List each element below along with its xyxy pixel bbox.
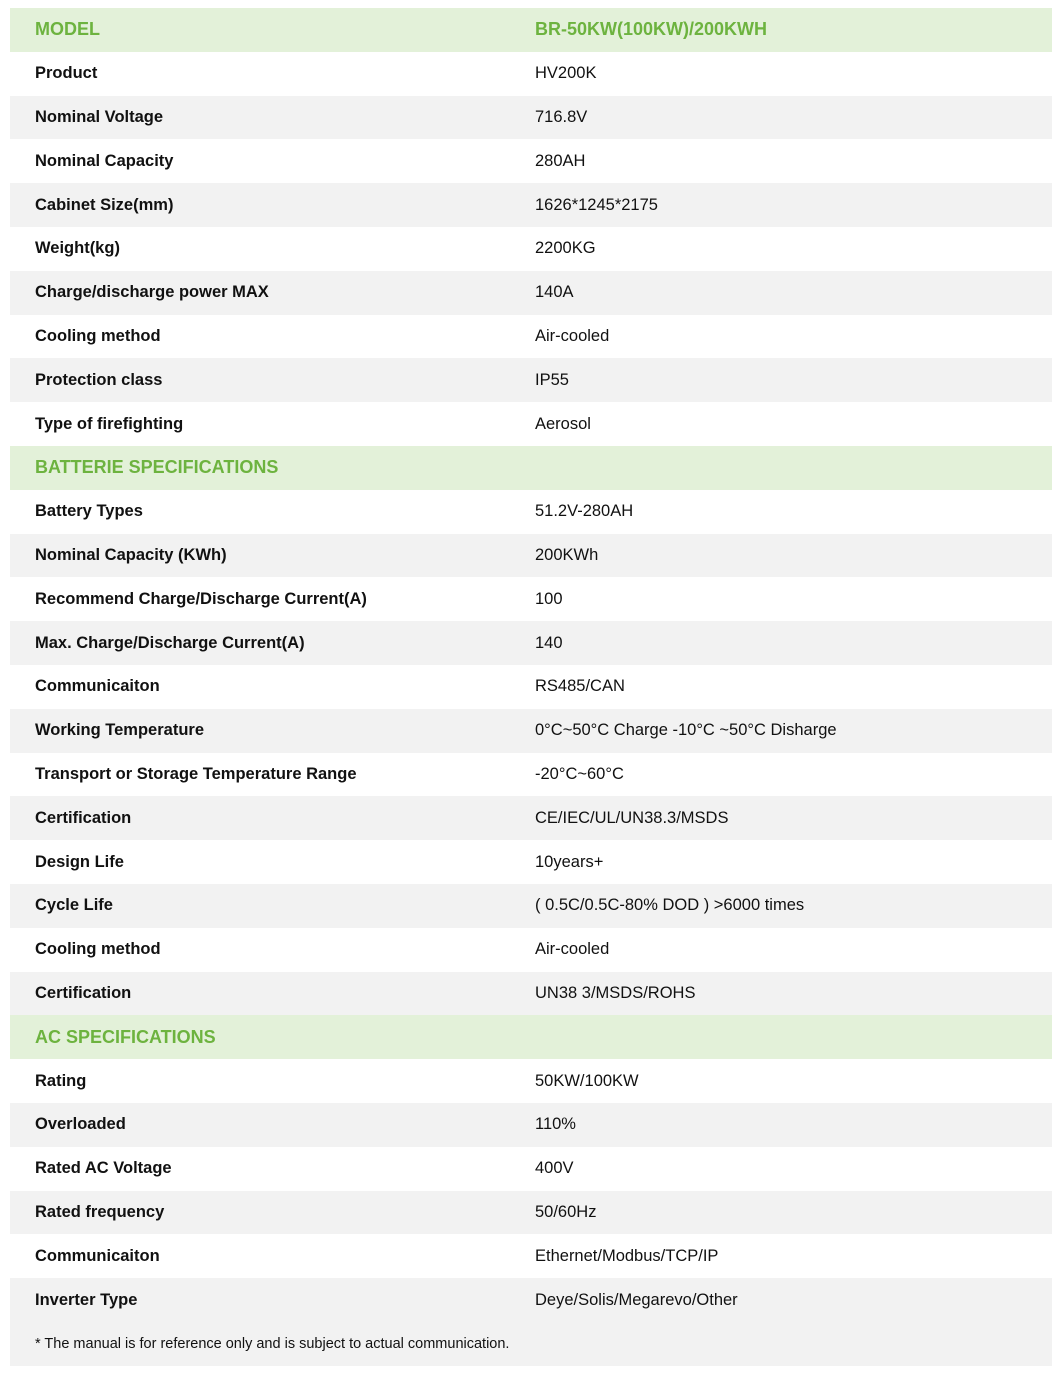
spec-value: Deye/Solis/Megarevo/Other	[535, 1290, 738, 1309]
spec-value: HV200K	[535, 64, 597, 83]
spec-value: 200KWh	[535, 545, 599, 564]
spec-row	[10, 577, 1052, 621]
spec-row	[10, 227, 1052, 271]
spec-value: 50/60Hz	[535, 1202, 597, 1221]
spec-value: CE/IEC/UL/UN38.3/MSDS	[535, 808, 729, 827]
spec-row	[10, 96, 1052, 140]
spec-value: 280AH	[535, 151, 586, 170]
spec-row	[10, 1147, 1052, 1191]
spec-value: IP55	[535, 370, 569, 389]
section-title: BATTERIE SPECIFICATIONS	[35, 457, 279, 478]
spec-value: 140	[535, 633, 563, 652]
spec-value: 400V	[535, 1159, 574, 1178]
spec-row	[10, 928, 1052, 972]
spec-label: Communicaiton	[35, 677, 160, 696]
spec-row	[10, 1059, 1052, 1103]
spec-value: Ethernet/Modbus/TCP/IP	[535, 1246, 719, 1265]
spec-label: Communicaiton	[35, 1246, 160, 1265]
spec-row	[10, 1278, 1052, 1322]
section-header-row	[10, 1015, 1052, 1059]
spec-value: Air-cooled	[535, 940, 610, 959]
spec-label: Recommend Charge/Discharge Current(A)	[35, 589, 367, 608]
spec-label: Nominal Voltage	[35, 107, 164, 126]
section-value: BR-50KW(100KW)/200KWH	[535, 19, 768, 40]
spec-label: Charge/discharge power MAX	[35, 283, 269, 302]
spec-row	[10, 1234, 1052, 1278]
spec-value: RS485/CAN	[535, 677, 625, 696]
spec-label: Product	[35, 64, 98, 83]
spec-rows	[10, 8, 1052, 1322]
spec-row	[10, 358, 1052, 402]
spec-label: Overloaded	[35, 1115, 126, 1134]
footnote-text: * The manual is for reference only and is subject to actual communication.	[35, 1335, 510, 1352]
spec-row	[10, 183, 1052, 227]
spec-label: Working Temperature	[35, 721, 205, 740]
spec-row	[10, 1191, 1052, 1235]
spec-value: 10years+	[535, 852, 604, 871]
spec-label: Type of firefighting	[35, 414, 184, 433]
spec-row	[10, 315, 1052, 359]
spec-value: ( 0.5C/0.5C-80% DOD ) >6000 times	[535, 896, 805, 915]
spec-value: UN38 3/MSDS/ROHS	[535, 983, 696, 1002]
spec-value: 716.8V	[535, 107, 588, 126]
spec-label: Certification	[35, 983, 132, 1002]
spec-row	[10, 402, 1052, 446]
spec-value: Air-cooled	[535, 326, 610, 345]
spec-row	[10, 271, 1052, 315]
section-title: MODEL	[35, 19, 100, 40]
section-header-row	[10, 8, 1052, 52]
spec-label: Nominal Capacity (KWh)	[35, 545, 227, 564]
spec-value: -20°C~60°C	[535, 764, 624, 783]
spec-label: Cooling method	[35, 940, 161, 959]
spec-label: Rated AC Voltage	[35, 1159, 172, 1178]
spec-row	[10, 753, 1052, 797]
spec-label: Inverter Type	[35, 1290, 138, 1309]
spec-label: Cycle Life	[35, 896, 113, 915]
spec-value: 51.2V-280AH	[535, 502, 634, 521]
spec-row	[10, 840, 1052, 884]
spec-value: 2200KG	[535, 239, 596, 258]
spec-row	[10, 1103, 1052, 1147]
spec-label: Cooling method	[35, 326, 161, 345]
spec-row	[10, 972, 1052, 1016]
spec-label: Cabinet Size(mm)	[35, 195, 174, 214]
section-header-row	[10, 446, 1052, 490]
spec-value: 100	[535, 589, 563, 608]
section-title: AC SPECIFICATIONS	[35, 1026, 216, 1047]
spec-value: 140A	[535, 283, 574, 302]
spec-value: 50KW/100KW	[535, 1071, 639, 1090]
spec-label: Transport or Storage Temperature Range	[35, 764, 357, 783]
spec-row	[10, 709, 1052, 753]
spec-label: Rating	[35, 1071, 87, 1090]
spec-label: Battery Types	[35, 502, 143, 521]
spec-label: Nominal Capacity	[35, 151, 174, 170]
spec-label: Weight(kg)	[35, 239, 120, 258]
spec-table	[10, 8, 1052, 1366]
spec-row	[10, 139, 1052, 183]
spec-row	[10, 621, 1052, 665]
spec-value: 110%	[535, 1115, 576, 1134]
spec-label: Design Life	[35, 852, 124, 871]
spec-label: Certification	[35, 808, 132, 827]
spec-label: Protection class	[35, 370, 163, 389]
footnote-row	[10, 1322, 1052, 1366]
spec-row	[10, 534, 1052, 578]
spec-label: Max. Charge/Discharge Current(A)	[35, 633, 305, 652]
spec-row	[10, 52, 1052, 96]
spec-label: Rated frequency	[35, 1202, 165, 1221]
spec-value: 1626*1245*2175	[535, 195, 658, 214]
spec-row	[10, 665, 1052, 709]
spec-row	[10, 796, 1052, 840]
spec-value: Aerosol	[535, 414, 591, 433]
spec-value: 0°C~50°C Charge -10°C ~50°C Disharge	[535, 721, 837, 740]
spec-row	[10, 884, 1052, 928]
spec-row	[10, 490, 1052, 534]
